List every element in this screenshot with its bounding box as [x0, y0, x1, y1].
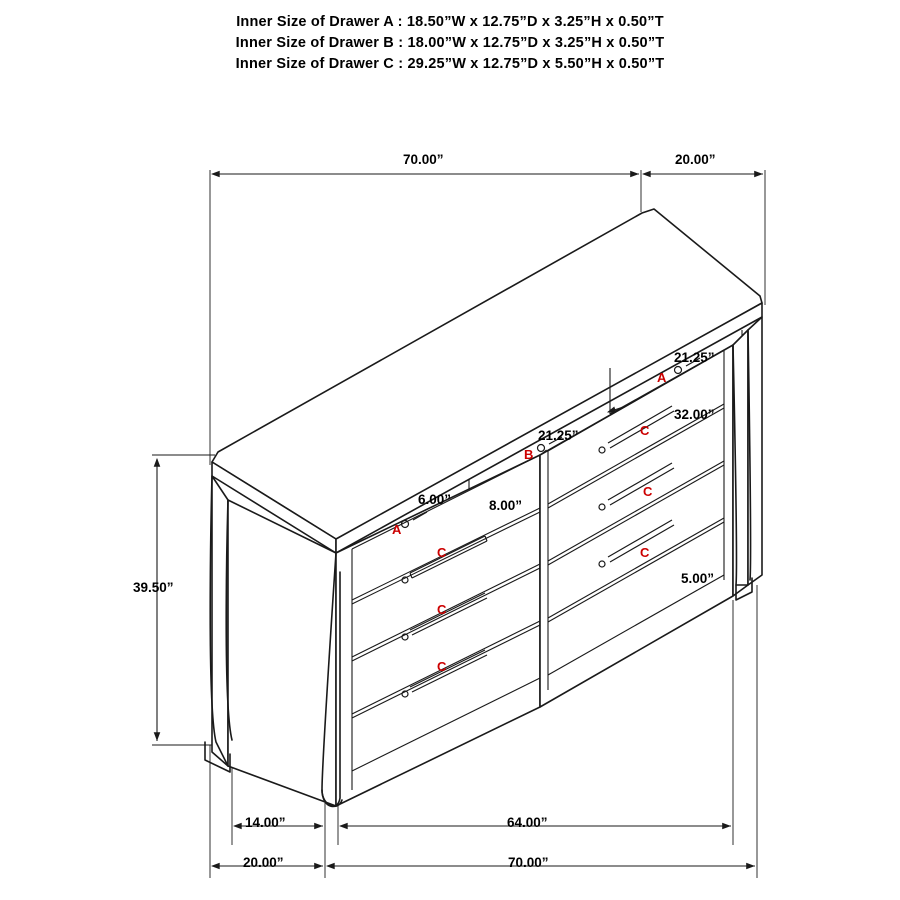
drawer-marker-c: C	[437, 659, 447, 674]
drawer-marker-c: C	[643, 484, 653, 499]
dim-label-leg-depth: 14.00”	[245, 815, 286, 830]
drawer-marker-c: C	[437, 602, 447, 617]
dresser-body	[205, 209, 762, 806]
drawer-marker-a: A	[657, 370, 667, 385]
spec-line-drawer-a: Inner Size of Drawer A : 18.50”W x 12.75”D x 3.25”H x 0.50”T	[236, 14, 664, 30]
dim-label-inner-width: 64.00”	[507, 815, 548, 830]
dim-label-base-clearance: 5.00”	[681, 571, 715, 586]
dim-label-base-width: 70.00”	[508, 855, 549, 870]
dim-label-drawer-b-width: 21.25”	[538, 428, 579, 443]
dim-label-top-depth: 20.00”	[675, 152, 716, 167]
dim-label-drawer-a-width: 21.25”	[674, 350, 715, 365]
drawer-marker-a: A	[392, 522, 402, 537]
dim-label-drawer-c-width: 32.00”	[674, 407, 715, 422]
dim-label-top-width: 70.00”	[403, 152, 444, 167]
drawer-marker-b: B	[524, 447, 534, 462]
drawer-marker-c: C	[437, 545, 447, 560]
drawer-marker-c: C	[640, 423, 650, 438]
spec-line-drawer-c: Inner Size of Drawer C : 29.25”W x 12.75”D x 5.50”H x 0.50”T	[235, 56, 665, 72]
drawer-marker-c: C	[640, 545, 650, 560]
spec-line-drawer-b: Inner Size of Drawer B : 18.00”W x 12.75”D x 3.25”H x 0.50”T	[235, 35, 665, 51]
dim-label-drawer-a-height: 6.00”	[418, 492, 452, 507]
dim-label-base-depth: 20.00”	[243, 855, 284, 870]
dim-label-height: 39.50”	[133, 580, 174, 595]
dim-label-drawer-c-height: 8.00”	[489, 498, 523, 513]
